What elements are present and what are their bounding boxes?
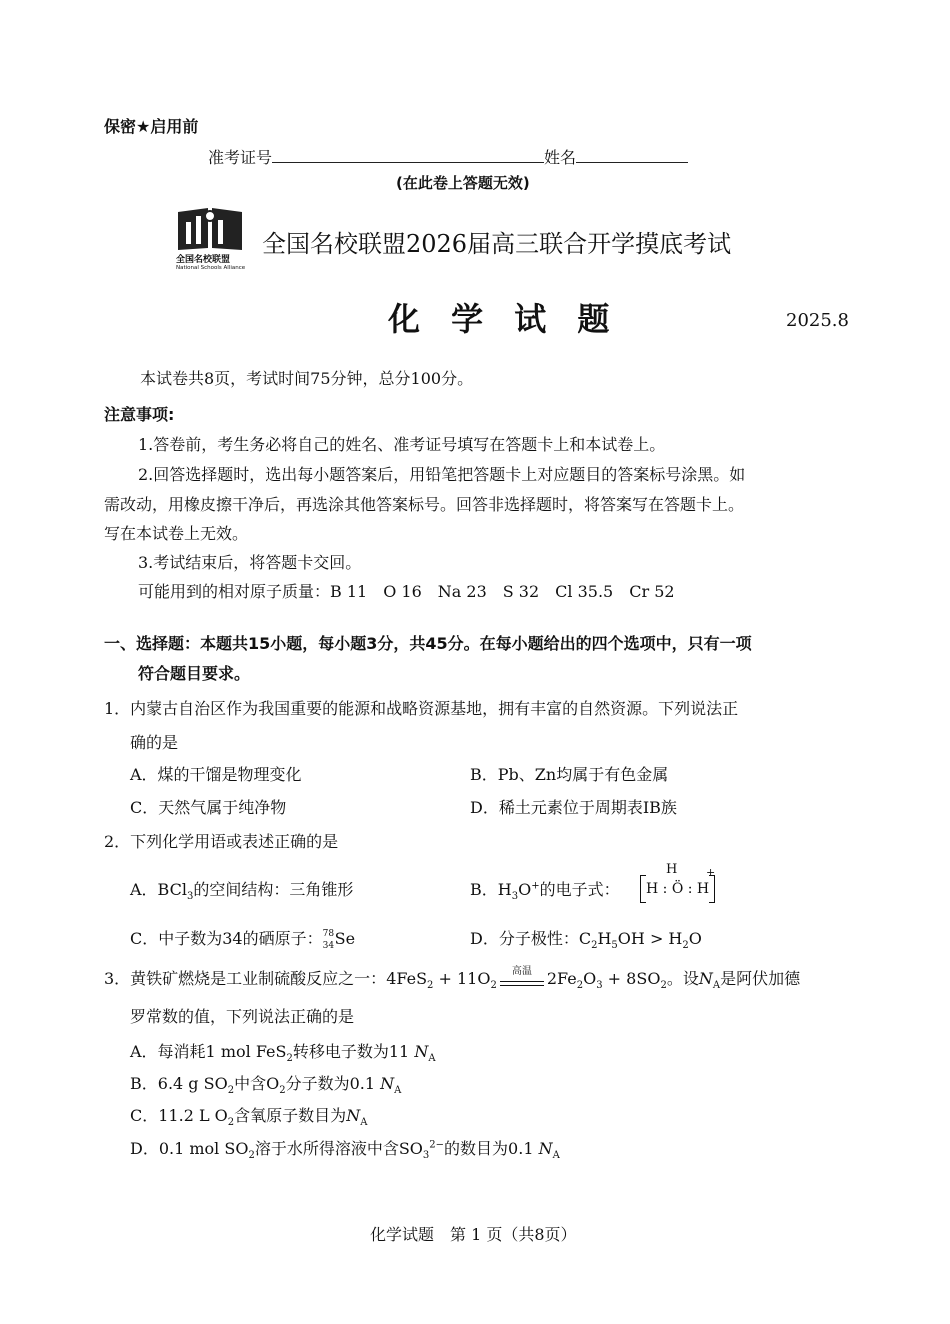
intro-text: 本试卷共8页，考试时间75分钟，总分100分。 <box>140 369 474 388</box>
electron-formula-body: H : Ö : H <box>646 881 710 897</box>
q1-option-b: B．Pb、Zn均属于有色金属 <box>470 765 669 784</box>
q1-option-a: A．煤的干馏是物理变化 <box>130 765 302 784</box>
section1-heading-line2: 符合题目要求。 <box>138 664 251 683</box>
notes-heading: 注意事项: <box>104 405 175 424</box>
name-label: 姓名 <box>544 148 577 167</box>
se-symbol: Se <box>334 929 356 948</box>
logo-text-cn: 全国名校联盟 <box>176 255 231 265</box>
q3-equation-arrow <box>500 965 544 988</box>
q2-a-suffix: 的空间结构：三角锥形 <box>193 880 354 899</box>
q2-b-o: O <box>518 880 532 899</box>
q2-option-b <box>470 877 620 903</box>
q3-option-d: D．0.1 mol $SO_2$溶于水所得溶液中含$SO_3^{2-}$的数目为0.1 $N_A$ <box>130 1139 560 1162</box>
q1-stem-line1: 1．内蒙古自治区作为我国重要的能源和战略资源基地，拥有丰富的自然资源。下列说法正 <box>104 699 739 718</box>
q3-option-c: C．11.2 L $O_2$含氧原子数目为$N_A$ <box>130 1106 368 1129</box>
q3-option-b: B．6.4 g $SO_2$中含$O_2$分子数为0.1 $N_A$ <box>130 1074 402 1097</box>
q2-stem: 2．下列化学用语或表述正确的是 <box>104 832 339 851</box>
note-item-3: 3.考试结束后，将答题卡交回。 <box>138 553 362 572</box>
exam-id-row <box>208 145 688 168</box>
exam-date: 2025.8 <box>786 310 849 331</box>
book-logo-icon <box>172 202 248 254</box>
q3-option-a: A．每消耗1 mol FeS$_2$转移电子数为11 $N_A$ <box>130 1042 436 1065</box>
invalid-note: (在此卷上答题无效) <box>396 174 530 192</box>
q2-d-text: D．分子极性：$C_2H_5OH > H_2O$ <box>470 929 702 952</box>
electron-formula-bracket <box>642 881 713 897</box>
q2-option-d <box>470 926 702 952</box>
q1-stem-line2: 确的是 <box>130 733 179 752</box>
electron-formula <box>642 878 713 897</box>
exam-title: 全国名校联盟2026届高三联合开学摸底考试 <box>262 230 732 258</box>
q1-option-c: C．天然气属于纯净物 <box>130 798 287 817</box>
confidential-label: 保密★启用前 <box>104 117 199 136</box>
q2-b-suffix: 的电子式： <box>539 880 620 899</box>
q2-a-sub: 3 <box>186 891 194 903</box>
q2-b-prefix: B．H <box>470 880 512 899</box>
note-item-2-line3: 写在本试卷上无效。 <box>104 524 249 543</box>
q2-b-sub: 3 <box>511 891 519 903</box>
q2-option-a <box>130 877 354 903</box>
exam-id-blank <box>272 148 544 163</box>
q2-c-prefix: C．中子数为34的硒原子： <box>130 929 323 948</box>
q3-equation-left: $4FeS_2 + 11O_2$ <box>386 969 497 992</box>
note-item-2-line2: 需改动，用橡皮擦干净后，再选涂其他答案标号。回答非选择题时，将答案写在答题卡上。 <box>104 495 745 514</box>
se-isotope <box>322 928 335 951</box>
page-footer: 化学试题 第 1 页（共8页） <box>370 1225 577 1244</box>
electron-formula-charge: + <box>706 866 716 879</box>
q3-equation-condition: 高温 <box>511 965 532 977</box>
subject-title: 化 学 试 题 <box>388 300 620 338</box>
exam-id-label: 准考证号 <box>208 148 273 167</box>
name-blank <box>576 148 688 163</box>
se-atomic-number: 34 <box>322 940 335 951</box>
section1-heading-line1: 一、选择题：本题共15小题，每小题3分，共45分。在每小题给出的四个选项中，只有一项 <box>104 634 752 653</box>
q3-stem-line1: 3．黄铁矿燃烧是工业制硫酸反应之一：$4FeS_2 + 11O_2$ 高温 $2Fe_2O_3 + 8SO_2$。设$N_A$是阿伏加德 <box>104 966 800 989</box>
q3-stem-line2: 罗常数的值，下列说法正确的是 <box>130 1007 355 1026</box>
logo-text-en: National Schools Alliance <box>176 265 246 271</box>
q1-option-d: D．稀土元素位于周期表IB族 <box>470 798 677 817</box>
atomic-masses: 可能用到的相对原子质量：B 11 O 16 Na 23 S 32 Cl 35.5 Cr 52 <box>138 582 675 601</box>
note-item-2-line1: 2.回答选择题时，选出每小题答案后，用铅笔把答题卡上对应题目的答案标号涂黑。如 <box>138 465 746 484</box>
q3-equation-right: $2Fe_2O_3 + 8SO_2$ <box>546 969 667 992</box>
note-item-1: 1.答卷前，考生务必将自己的姓名、准考证号填写在答题卡上和本试卷上。 <box>138 435 666 454</box>
alliance-logo <box>172 202 248 276</box>
q2-a-prefix: A．BCl <box>130 880 187 899</box>
q2-b-sup: + <box>531 880 540 892</box>
se-mass-number: 78 <box>322 928 335 939</box>
q2-option-c <box>130 926 355 949</box>
electron-formula-top-h: H <box>666 862 678 877</box>
q3-stem-prefix: 3．黄铁矿燃烧是工业制硫酸反应之一： <box>104 969 387 988</box>
